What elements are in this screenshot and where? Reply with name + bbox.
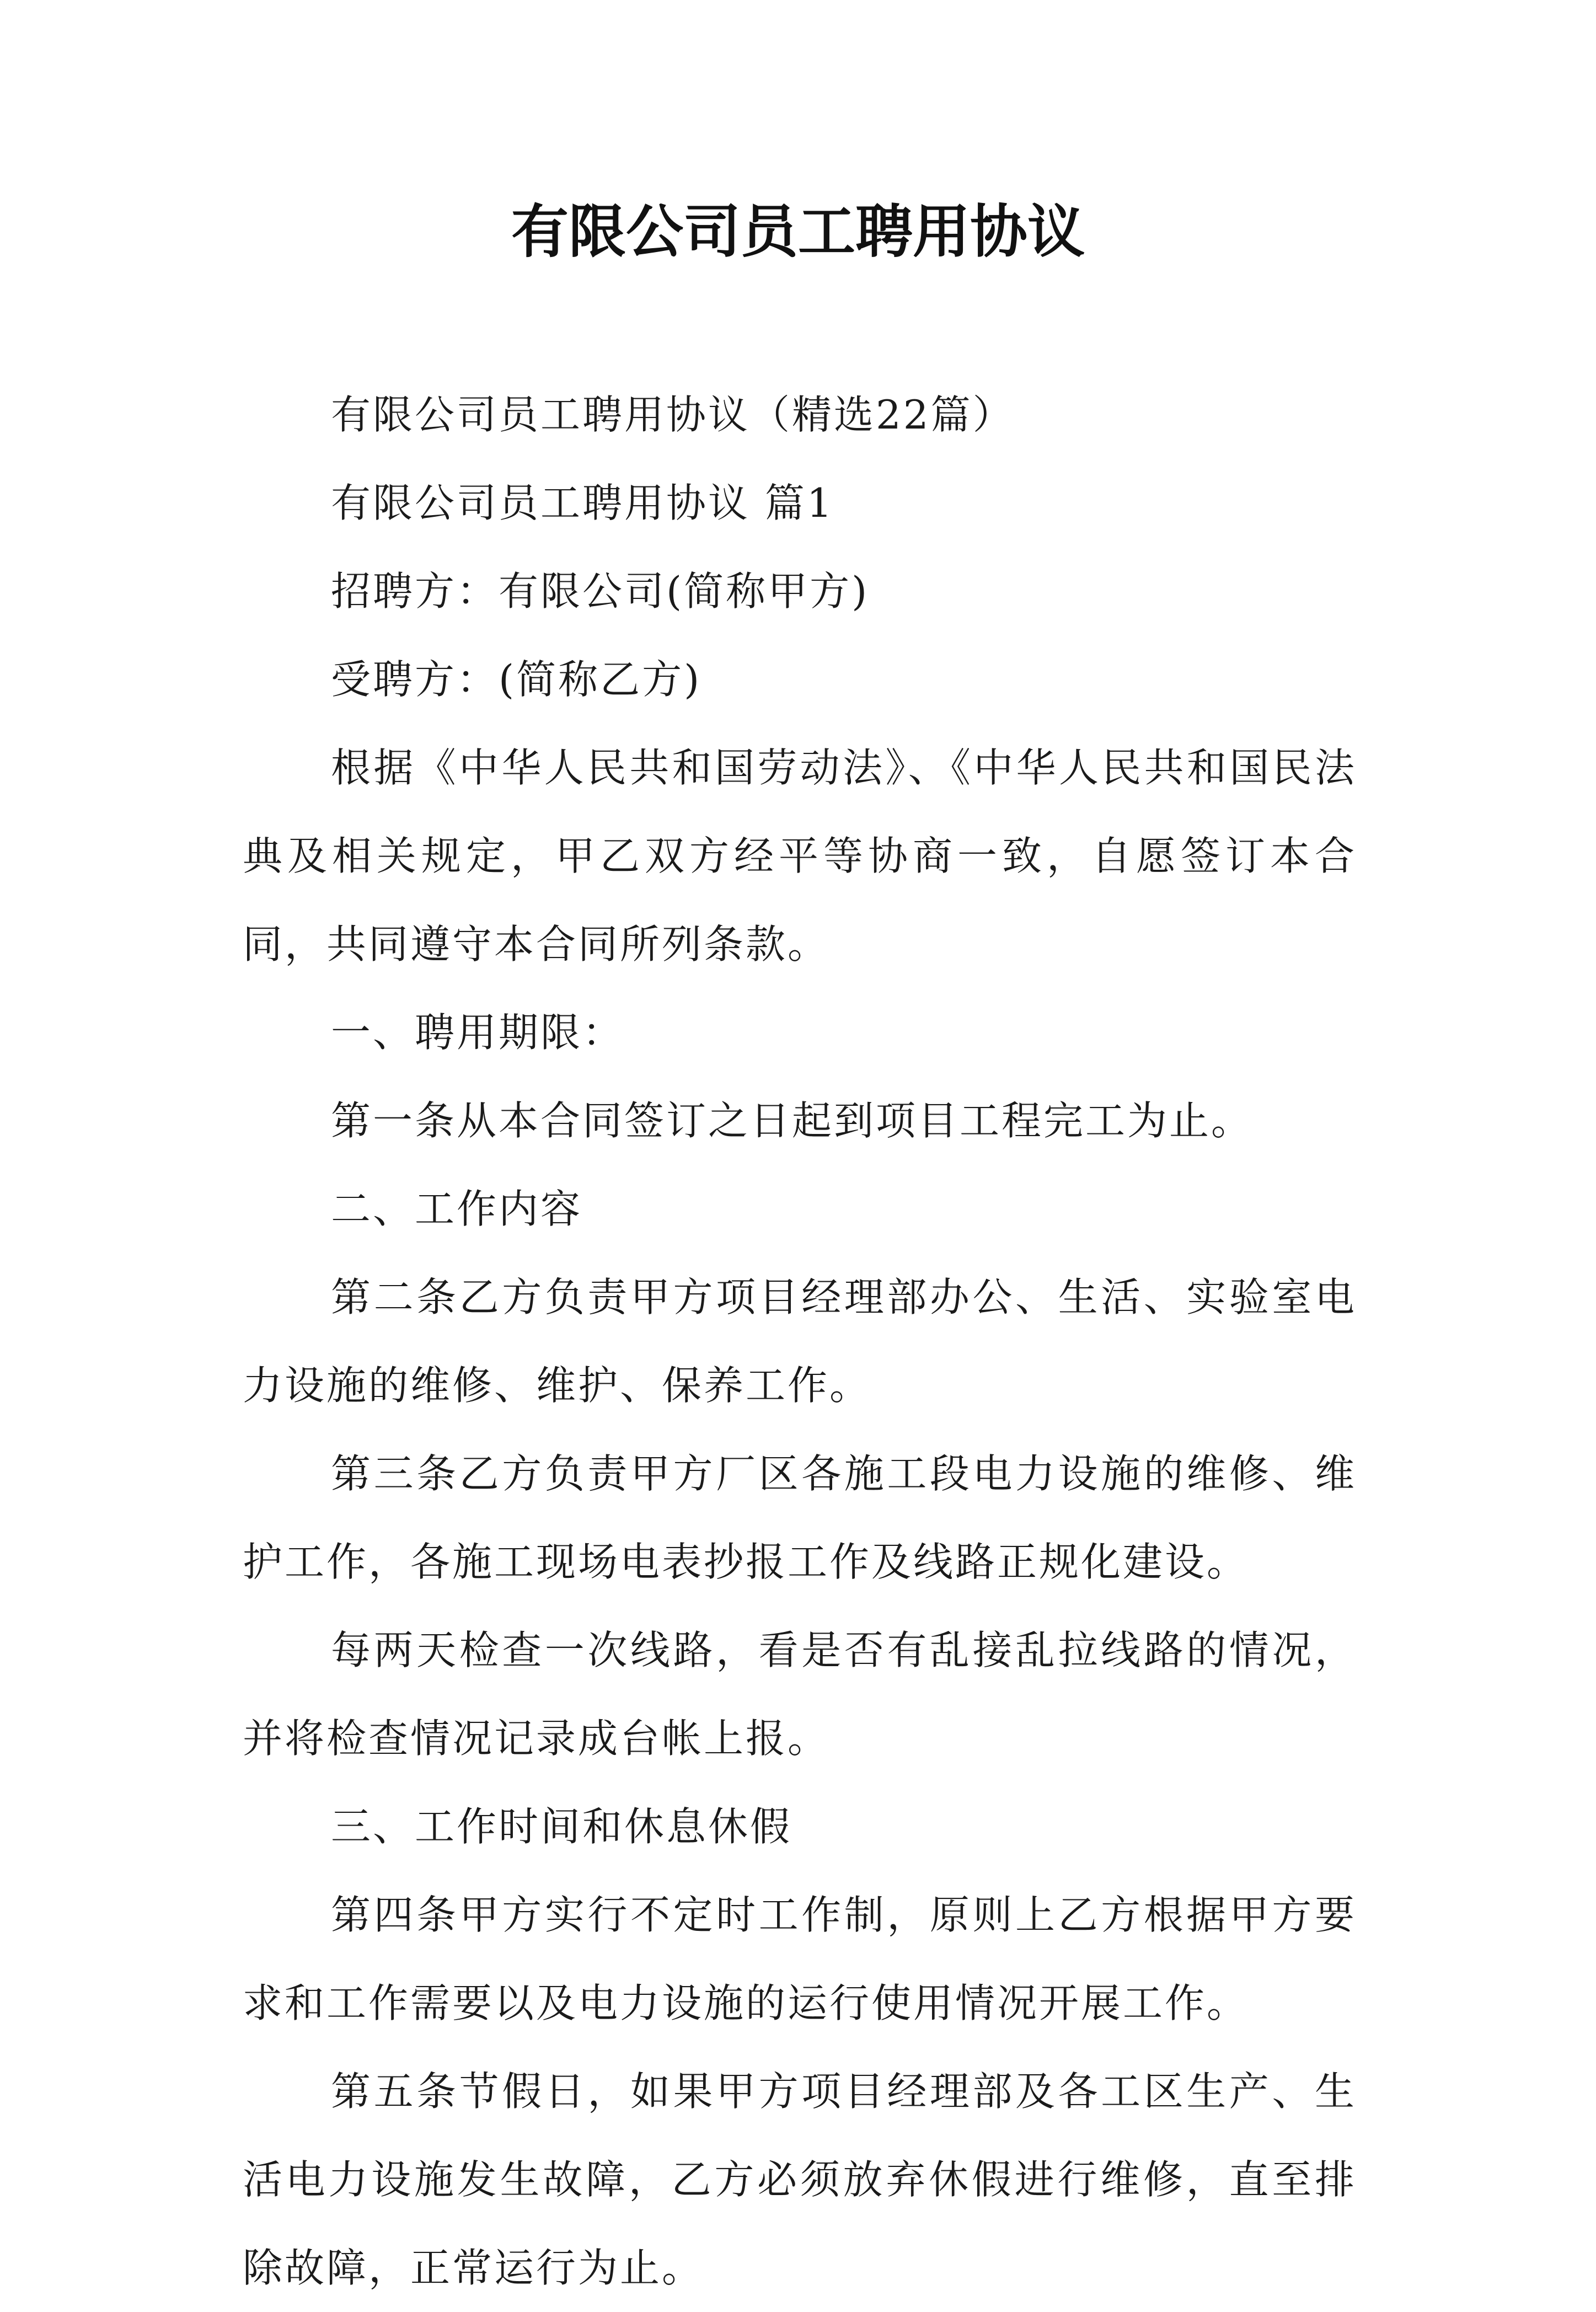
- document-body: [243, 371, 1357, 2312]
- paragraph-article-5: 第五条节假日，如果甲方项目经理部及各工区生产、生活电力设施发生故障，乙方必须放弃休假进行维修，直至排除故障，正常运行为止。: [243, 2068, 1357, 2291]
- paragraph-article-3: 第三条乙方负责甲方厂区各施工段电力设施的维修、维护工作，各施工现场电表抄报工作及线路正规化建设。: [243, 1451, 1357, 1585]
- section-heading-term: 一、聘用期限：: [331, 1009, 625, 1056]
- paragraph-inspection: 每两天检查一次线路，看是否有乱接乱拉线路的情况，并将检查情况记录成台帐上报。: [243, 1627, 1357, 1762]
- document-title: 有限公司员工聘用协议: [511, 197, 1085, 265]
- section-heading-work-content: 二、工作内容: [331, 1186, 583, 1232]
- paragraph-article-heading: 有限公司员工聘用协议 篇1: [331, 480, 834, 526]
- section-heading-work-hours: 三、工作时间和休息休假: [331, 1803, 792, 1850]
- paragraph-collection-title: 有限公司员工聘用协议（精选22篇）: [331, 392, 1015, 438]
- paragraph-article-1: 第一条从本合同签订之日起到项目工程完工为止。: [331, 1098, 1254, 1144]
- paragraph-employee: 受聘方：(简称乙方): [331, 656, 702, 703]
- paragraph-article-2: 第二条乙方负责甲方项目经理部办公、生活、实验室电力设施的维修、维护、保养工作。: [243, 1274, 1357, 1409]
- paragraph-employer: 招聘方：有限公司(简称甲方): [331, 568, 870, 614]
- paragraph-legal-basis: 根据《中华人民共和国劳动法》、《中华人民共和国民法典及相关规定，甲乙双方经平等协商一致，自愿签订本合同，共同遵守本合同所列条款。: [243, 745, 1357, 967]
- paragraph-article-4: 第四条甲方实行不定时工作制，原则上乙方根据甲方要求和工作需要以及电力设施的运行使用情况开展工作。: [243, 1892, 1357, 2026]
